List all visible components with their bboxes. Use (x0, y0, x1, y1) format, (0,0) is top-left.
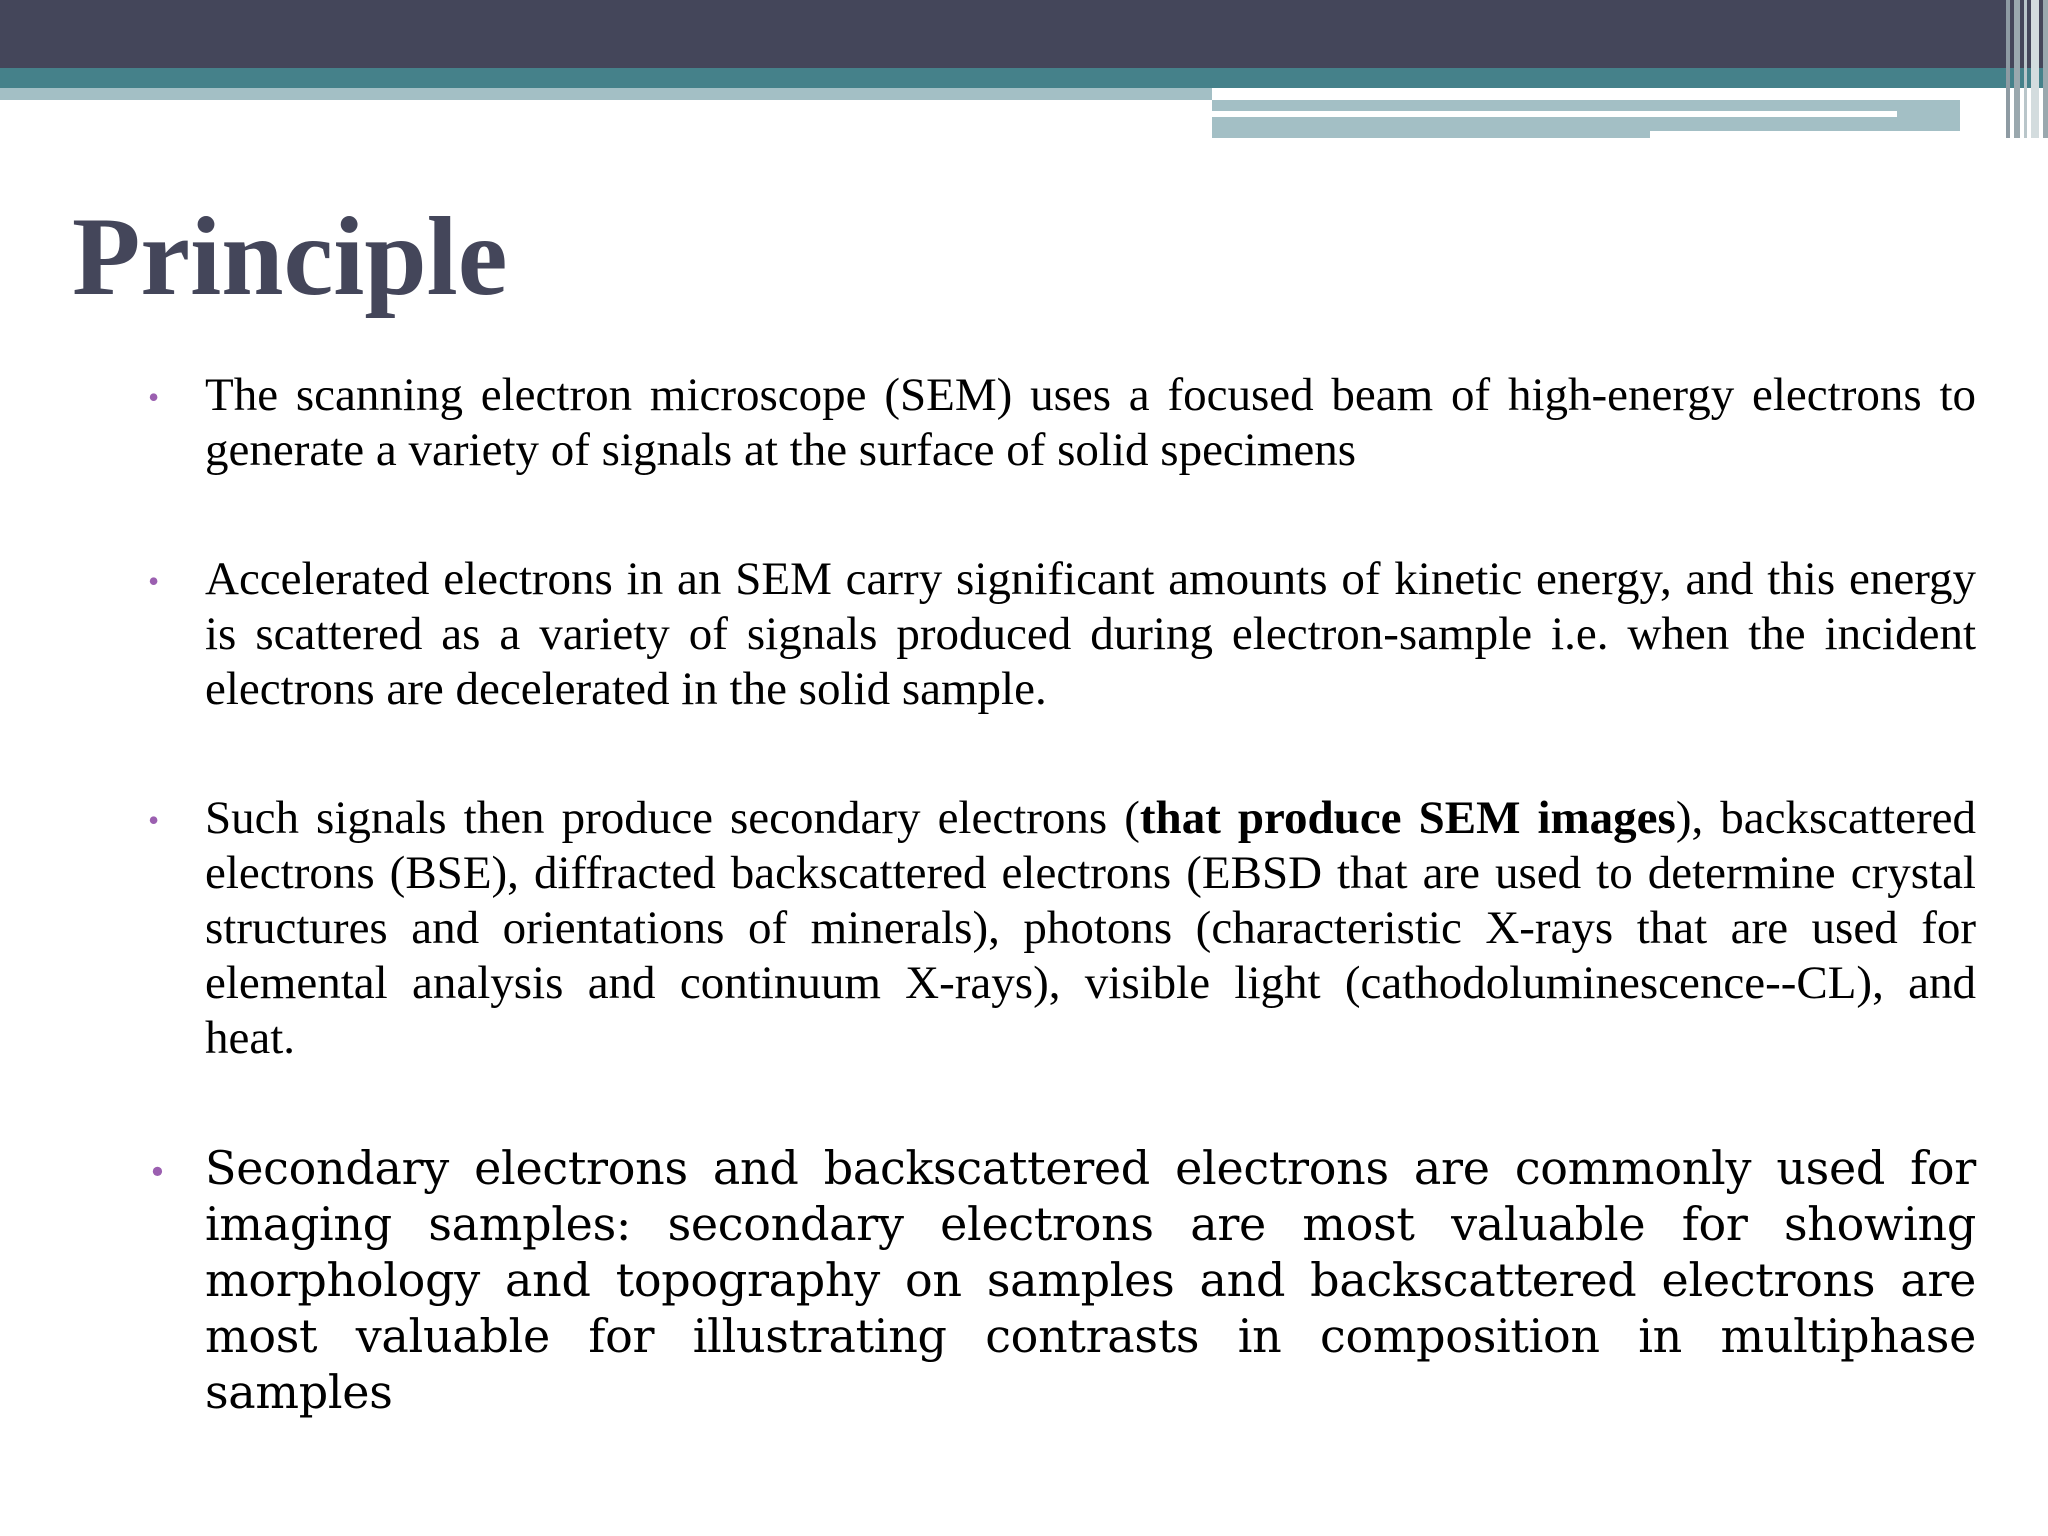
bullet-dot-icon: • (148, 563, 160, 599)
bullet-dot-icon: • (148, 802, 160, 838)
bullet-text: Secondary electrons and backscattered electrons are commonly used for imaging samples: secondary electrons are most valuable for showing morphology and topography on samples and backscattered electrons are most valuable for illustrating contrasts in composition in multiphase samples (205, 1141, 1976, 1419)
header-vertical-bars (1984, 0, 2048, 138)
bullet-text: The scanning electron microscope (SEM) uses a focused beam of high-energy electrons to generate a variety of signals at the surface of solid specimens (205, 369, 1976, 476)
header-band-teal (0, 68, 2048, 88)
header-white-line-2 (1650, 131, 1960, 138)
bullet-dot-icon: • (148, 1153, 167, 1191)
bullet-text: Accelerated electrons in an SEM carry significant amounts of kinetic energy, and this energy is scattered as a variety of signals produced during electron-sample i.e. when the incident electrons are decelerated in the solid sample. (205, 553, 1976, 715)
bullet-list (140, 368, 1976, 1420)
bullet-dot-icon: • (148, 379, 160, 415)
bullet-item-2 (140, 552, 1976, 717)
slide-title: Principle (72, 195, 508, 319)
bullet-item-4 (140, 1140, 1976, 1420)
header-white-line (1212, 111, 1897, 117)
header-band-light-left (0, 88, 1212, 100)
bullet-text-after: ), backscattered electrons (BSE), diffracted backscattered electrons (EBSD that are used to determine crystal structures and orientations of minerals), photons (characteristic X-rays that are used for elemental analysis and continuum X-rays), visible light (cathodoluminescence--CL), and heat. (205, 792, 1976, 1064)
bullet-text-before: Such signals then produce secondary electrons ( (205, 792, 1140, 844)
bullet-text-bold: that produce SEM images (1139, 792, 1676, 844)
bullet-item-3 (140, 791, 1976, 1066)
bullet-item-1 (140, 368, 1976, 478)
header-band-dark (0, 0, 2048, 68)
